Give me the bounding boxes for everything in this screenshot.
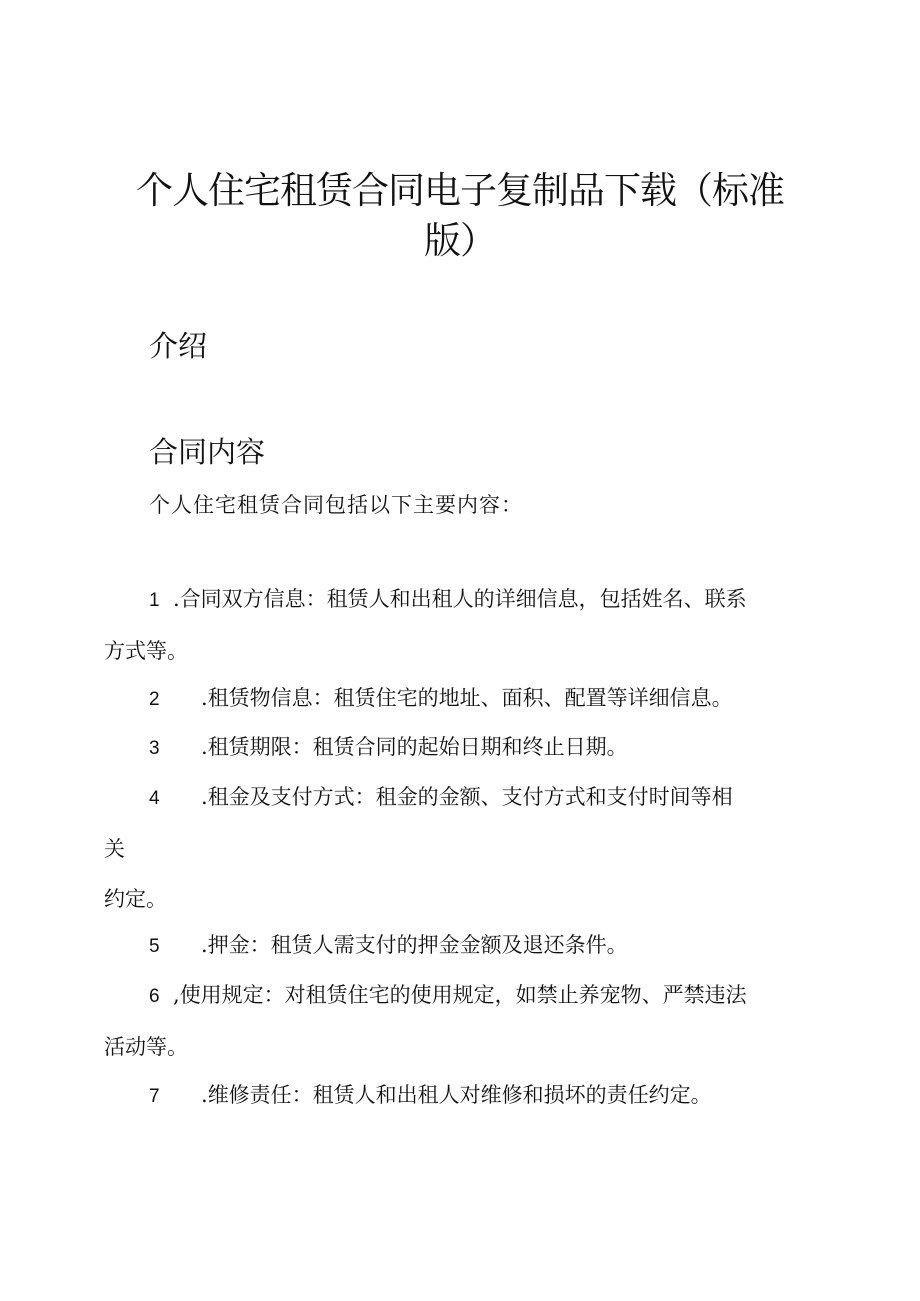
item-text-continued: 关 xyxy=(104,837,125,861)
item-separator: , xyxy=(173,983,180,1007)
title-line-2: 版） xyxy=(424,219,496,262)
item-text: 维修责任：租赁人和出租人对维修和损坏的责任约定。 xyxy=(207,1083,712,1107)
item-text-continued: 活动等。 xyxy=(104,1035,188,1059)
item-separator: . xyxy=(201,735,208,759)
item-text: 租赁物信息：租赁住宅的地址、面积、配置等详细信息。 xyxy=(207,686,733,710)
item-number: 1 xyxy=(149,590,160,611)
list-item xyxy=(104,722,824,774)
item-text: 押金：租赁人需支付的押金金额及退还条件。 xyxy=(207,933,628,957)
item-number: 6 xyxy=(149,986,160,1007)
item-text: 租金及支付方式：租金的金额、支付方式和支付时间等相 xyxy=(207,785,733,809)
item-text: 合同双方信息：租赁人和出租人的详细信息，包括姓名、联系 xyxy=(179,587,747,611)
heading-intro: 介绍 xyxy=(149,329,208,363)
list-item xyxy=(104,673,824,725)
item-separator: . xyxy=(201,686,208,710)
title-line-1: 个人住宅租赁合同电子复制品下载（标准 xyxy=(136,169,784,212)
item-number: 4 xyxy=(149,788,160,809)
item-separator: . xyxy=(173,587,180,611)
item-number: 5 xyxy=(149,936,160,957)
item-text: 租赁期限：租赁合同的起始日期和终止日期。 xyxy=(207,735,628,759)
list-item xyxy=(104,1070,824,1122)
document-title xyxy=(110,166,810,266)
heading-contract-content: 合同内容 xyxy=(149,435,266,469)
item-number: 2 xyxy=(149,689,160,710)
list-item xyxy=(104,970,824,1072)
item-text-continued: 方式等。 xyxy=(104,639,188,663)
list-item xyxy=(104,772,824,924)
list-item xyxy=(104,920,824,972)
item-number: 3 xyxy=(149,738,160,759)
intro-paragraph: 个人住宅租赁合同包括以下主要内容： xyxy=(149,493,523,517)
item-separator: . xyxy=(201,1083,208,1107)
item-separator: . xyxy=(201,933,208,957)
item-separator: . xyxy=(201,785,208,809)
item-text-continued: 约定。 xyxy=(104,887,167,911)
list-item xyxy=(104,574,824,676)
item-number: 7 xyxy=(149,1086,160,1107)
item-text: 使用规定：对租赁住宅的使用规定，如禁止养宠物、严禁违法 xyxy=(179,983,747,1007)
